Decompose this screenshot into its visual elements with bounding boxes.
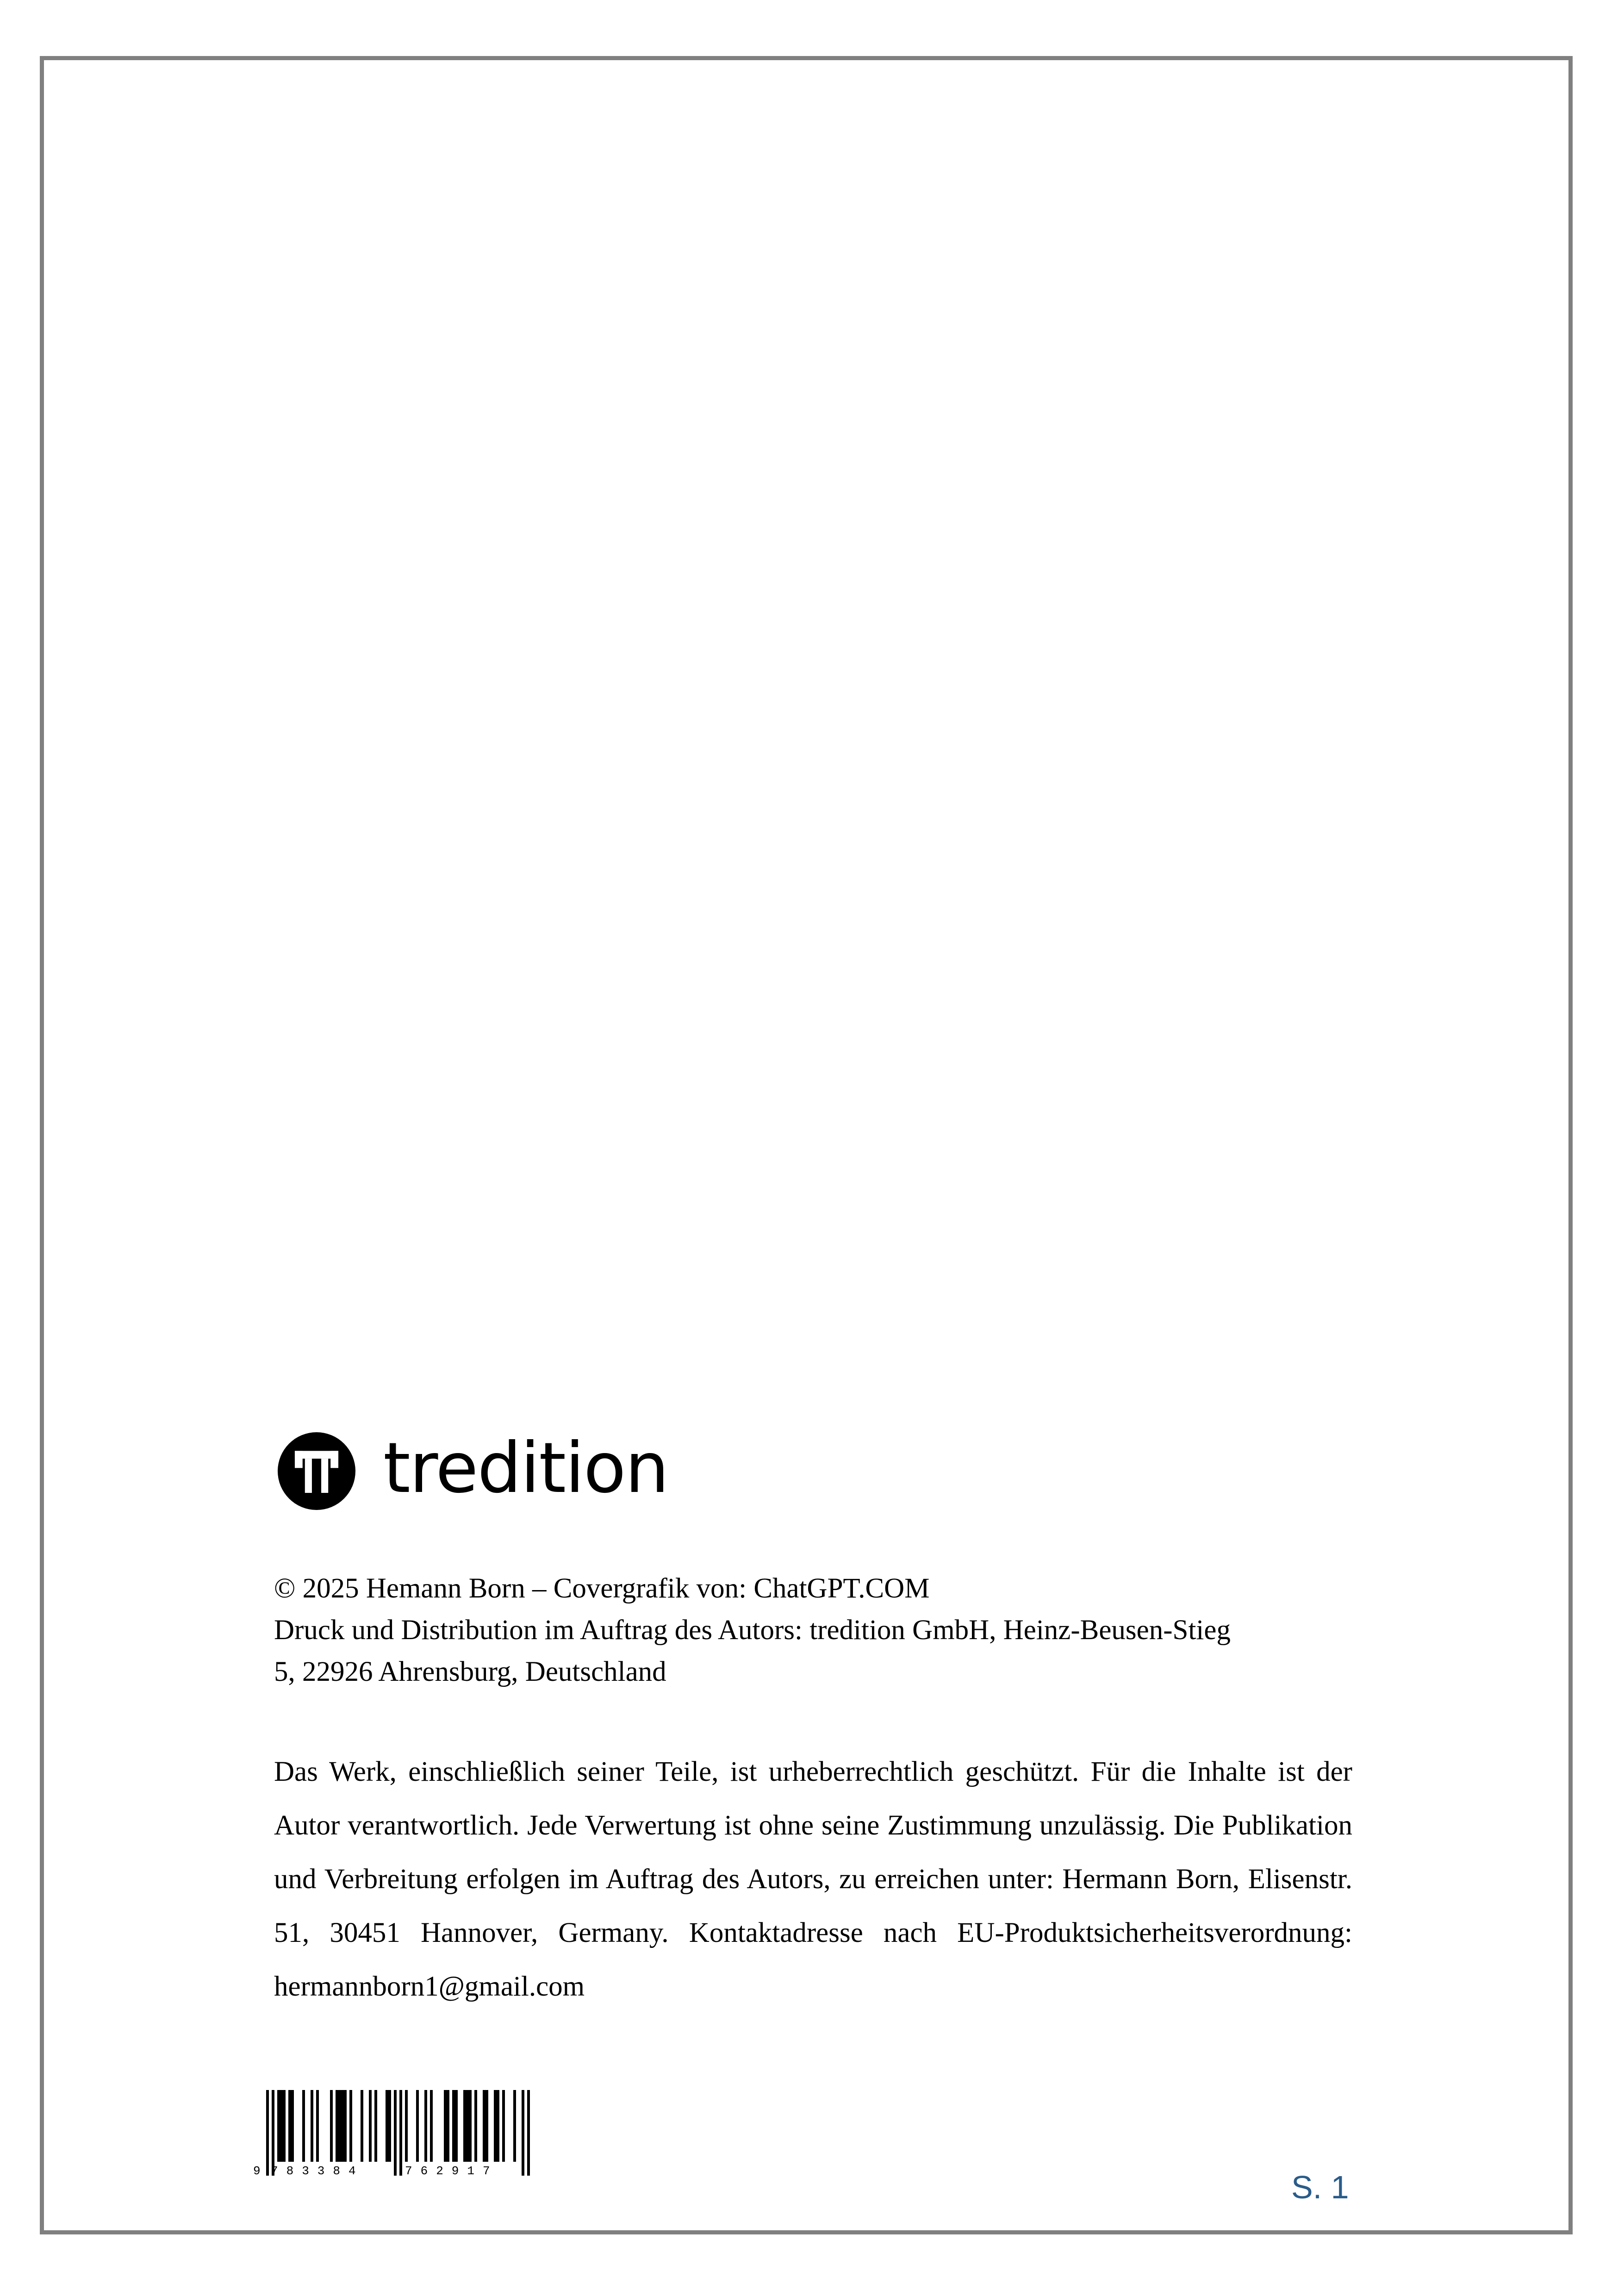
barcode-bar	[483, 2090, 485, 2162]
barcode-bar	[513, 2090, 516, 2162]
address-line: 5, 22926 Ahrensburg, Deutschland	[274, 1656, 666, 1687]
barcode-bar	[277, 2090, 280, 2162]
barcode-bar	[283, 2090, 286, 2162]
publisher-name: tredition	[383, 1428, 668, 1509]
barcode-bar	[341, 2090, 344, 2162]
barcode-bar	[494, 2090, 497, 2162]
isbn-barcode	[252, 2090, 539, 2176]
barcode-bar	[266, 2090, 269, 2176]
barcode-bar	[338, 2090, 341, 2162]
barcode-bar	[302, 2090, 305, 2162]
barcode-bar	[485, 2090, 488, 2162]
barcode-bar	[374, 2090, 377, 2162]
barcode-bar	[316, 2090, 319, 2162]
barcode-bar	[474, 2090, 477, 2162]
barcode-bar	[502, 2090, 505, 2162]
barcode-bar	[336, 2090, 338, 2162]
barcode-bar	[311, 2090, 313, 2162]
barcode-bar	[369, 2090, 372, 2162]
barcode-bar	[405, 2090, 408, 2162]
barcode-right-digits: 762917	[405, 2164, 498, 2176]
legal-notice: Das Werk, einschließlich seiner Teile, ist urheberrechtlich geschützt. Für die Inhalte ist der Autor verantwortlich. Jede Verwertung ist ohne seine Zustimmung unzulässig. Die Publikation und Verbreitung erfolgen im Auftrag des Autors, zu erreichen unter: Hermann Born, Elisenstr. 51, 30451 Hannover, Germany. Kontaktadresse nach EU-Produktsicherheitsverordnung: hermannborn1@gmail.com	[274, 1756, 1352, 2002]
barcode-bar	[349, 2090, 352, 2162]
barcode-bar	[388, 2090, 391, 2162]
barcode-bar	[291, 2090, 294, 2162]
barcode-bar	[522, 2090, 524, 2176]
distribution-line: Druck und Distribution im Auftrag des Autors: tredition GmbH, Heinz-Beusen-Stieg	[274, 1615, 1231, 1646]
barcode-bar	[455, 2090, 458, 2162]
barcode-bars	[266, 2090, 530, 2176]
barcode-bar	[330, 2090, 333, 2162]
imprint-block	[274, 1568, 1352, 1693]
barcode-bar	[469, 2090, 472, 2162]
barcode-left-digits: 783384	[271, 2164, 364, 2176]
barcode-bar	[447, 2090, 449, 2162]
barcode-bar	[527, 2090, 530, 2176]
barcode-bar	[280, 2090, 283, 2162]
barcode-bar	[430, 2090, 433, 2162]
barcode-bar	[444, 2090, 447, 2162]
barcode-bar	[452, 2090, 455, 2162]
page-number: S. 1	[1291, 2169, 1349, 2205]
barcode-bar	[288, 2090, 291, 2162]
barcode-bar	[463, 2090, 466, 2162]
publisher-logo	[278, 1430, 668, 1511]
barcode-bar	[386, 2090, 388, 2162]
copyright-line: © 2025 Hemann Born – Covergrafik von: ChatGPT.COM	[274, 1573, 930, 1604]
barcode-bar	[394, 2090, 397, 2176]
barcode-bar	[272, 2090, 274, 2176]
barcode-bar	[424, 2090, 427, 2162]
barcode-bar	[416, 2090, 419, 2162]
barcode-bar	[497, 2090, 499, 2162]
barcode-bar	[466, 2090, 469, 2162]
barcode-bar	[344, 2090, 347, 2162]
barcode-bar	[399, 2090, 402, 2176]
barcode-bar	[361, 2090, 363, 2162]
barcode-first-digit: 9	[253, 2164, 261, 2176]
tredition-logo-icon	[278, 1432, 355, 1510]
